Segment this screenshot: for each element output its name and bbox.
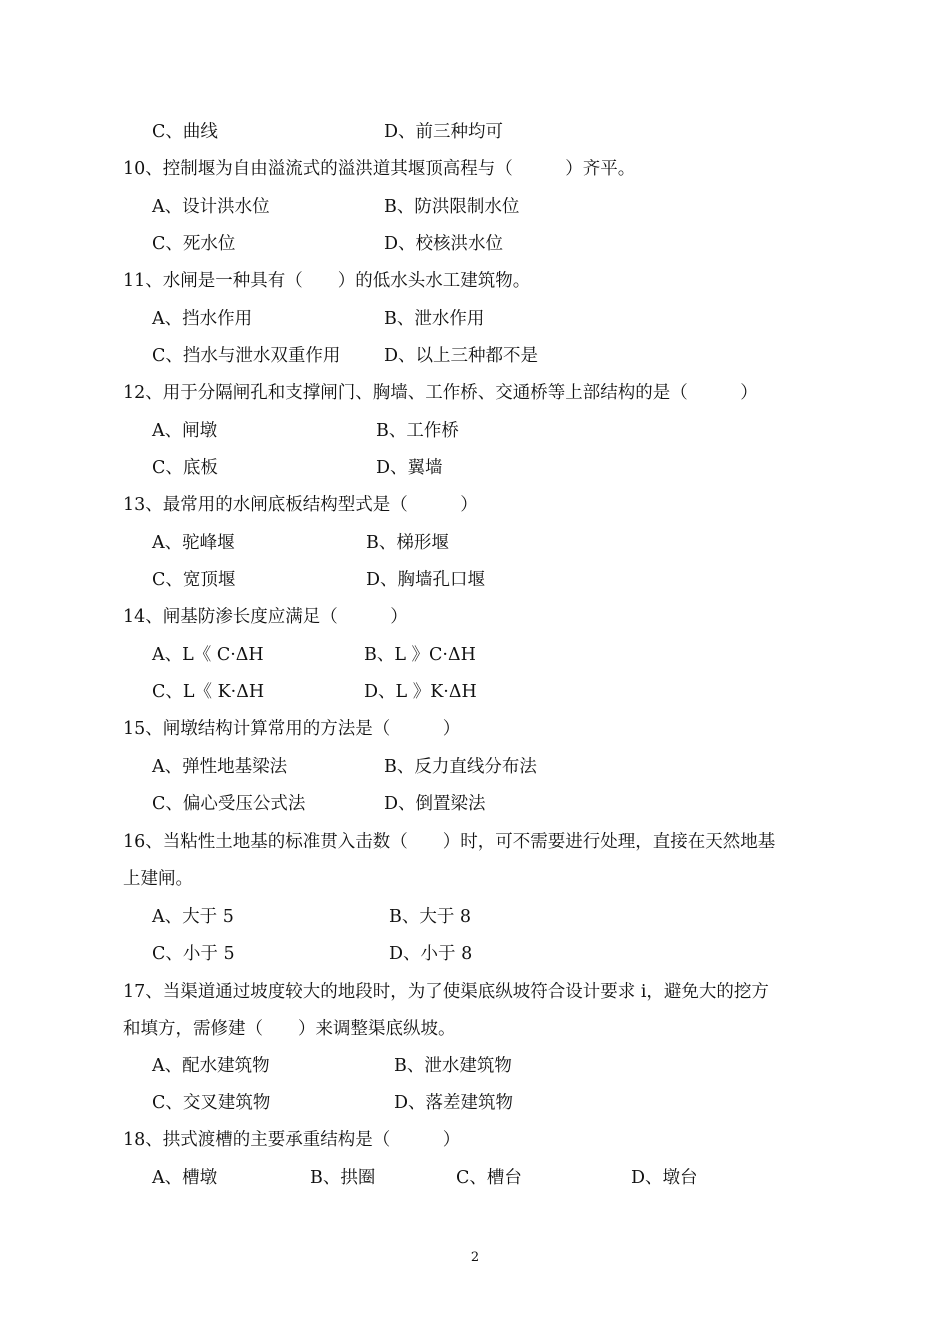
answer-option: B、拱圈 (310, 1168, 376, 1188)
answer-option: B、梯形堰 (366, 533, 449, 553)
answer-option: D、翼墙 (376, 458, 443, 478)
answer-option: B、大于 8 (389, 907, 472, 927)
answer-option: D、胸墙孔口堰 (366, 570, 486, 590)
answer-option: B、防洪限制水位 (384, 197, 520, 217)
answer-option: A、大于 5 (152, 907, 234, 927)
answer-option: D、前三种均可 (384, 122, 504, 142)
answer-option: C、小于 5 (152, 944, 235, 964)
question-stem-continued: 和填方，需修建（ ）来调整渠底纵坡。 (123, 1019, 456, 1039)
answer-option: C、偏心受压公式法 (152, 794, 306, 814)
question-stem: 11、水闸是一种具有（ ）的低水头水工建筑物。 (123, 271, 531, 291)
question-stem: 12、用于分隔闸孔和支撑闸门、胸墙、工作桥、交通桥等上部结构的是（ ） (123, 383, 758, 403)
answer-option: A、驼峰堰 (152, 533, 235, 553)
answer-option: A、弹性地基梁法 (152, 757, 288, 777)
question-stem-continued: 上建闸。 (123, 869, 193, 889)
answer-option: A、L《 C·ΔH (152, 645, 264, 665)
answer-option: C、交叉建筑物 (152, 1093, 271, 1113)
answer-option: D、小于 8 (389, 944, 473, 964)
question-stem: 18、拱式渡槽的主要承重结构是（ ） (123, 1130, 461, 1150)
answer-option: A、设计洪水位 (152, 197, 270, 217)
answer-option: B、泄水作用 (384, 309, 485, 329)
question-stem: 10、控制堰为自由溢流式的溢洪道其堰顶高程与（ ）齐平。 (123, 159, 636, 179)
answer-option: A、挡水作用 (152, 309, 253, 329)
answer-option: D、以上三种都不是 (384, 346, 539, 366)
question-stem: 15、闸墩结构计算常用的方法是（ ） (123, 719, 461, 739)
answer-option: C、底板 (152, 458, 218, 478)
answer-option: C、槽台 (456, 1168, 522, 1188)
question-stem: 14、闸基防渗长度应满足（ ） (123, 607, 408, 627)
answer-option: C、宽顶堰 (152, 570, 236, 590)
page-number: 2 (470, 1250, 480, 1265)
answer-option: C、曲线 (152, 122, 218, 142)
answer-option: B、L 》C·ΔH (364, 645, 476, 665)
answer-option: B、工作桥 (376, 421, 459, 441)
answer-option: D、L 》K·ΔH (364, 682, 477, 702)
answer-option: C、挡水与泄水双重作用 (152, 346, 341, 366)
answer-option: B、泄水建筑物 (394, 1056, 512, 1076)
answer-option: D、墩台 (631, 1168, 698, 1188)
answer-option: C、死水位 (152, 234, 236, 254)
question-stem: 16、当粘性土地基的标准贯入击数（ ）时，可不需要进行处理，直接在天然地基 (123, 832, 776, 852)
answer-option: D、落差建筑物 (394, 1093, 514, 1113)
answer-option: A、槽墩 (152, 1168, 218, 1188)
answer-option: D、倒置梁法 (384, 794, 486, 814)
answer-option: A、配水建筑物 (152, 1056, 270, 1076)
question-stem: 17、当渠道通过坡度较大的地段时，为了使渠底纵坡符合设计要求 i，避免大的挖方 (123, 982, 769, 1002)
answer-option: C、L《 K·ΔH (152, 682, 265, 702)
answer-option: A、闸墩 (152, 421, 218, 441)
answer-option: B、反力直线分布法 (384, 757, 537, 777)
question-stem: 13、最常用的水闸底板结构型式是（ ） (123, 495, 478, 515)
answer-option: D、校核洪水位 (384, 234, 504, 254)
